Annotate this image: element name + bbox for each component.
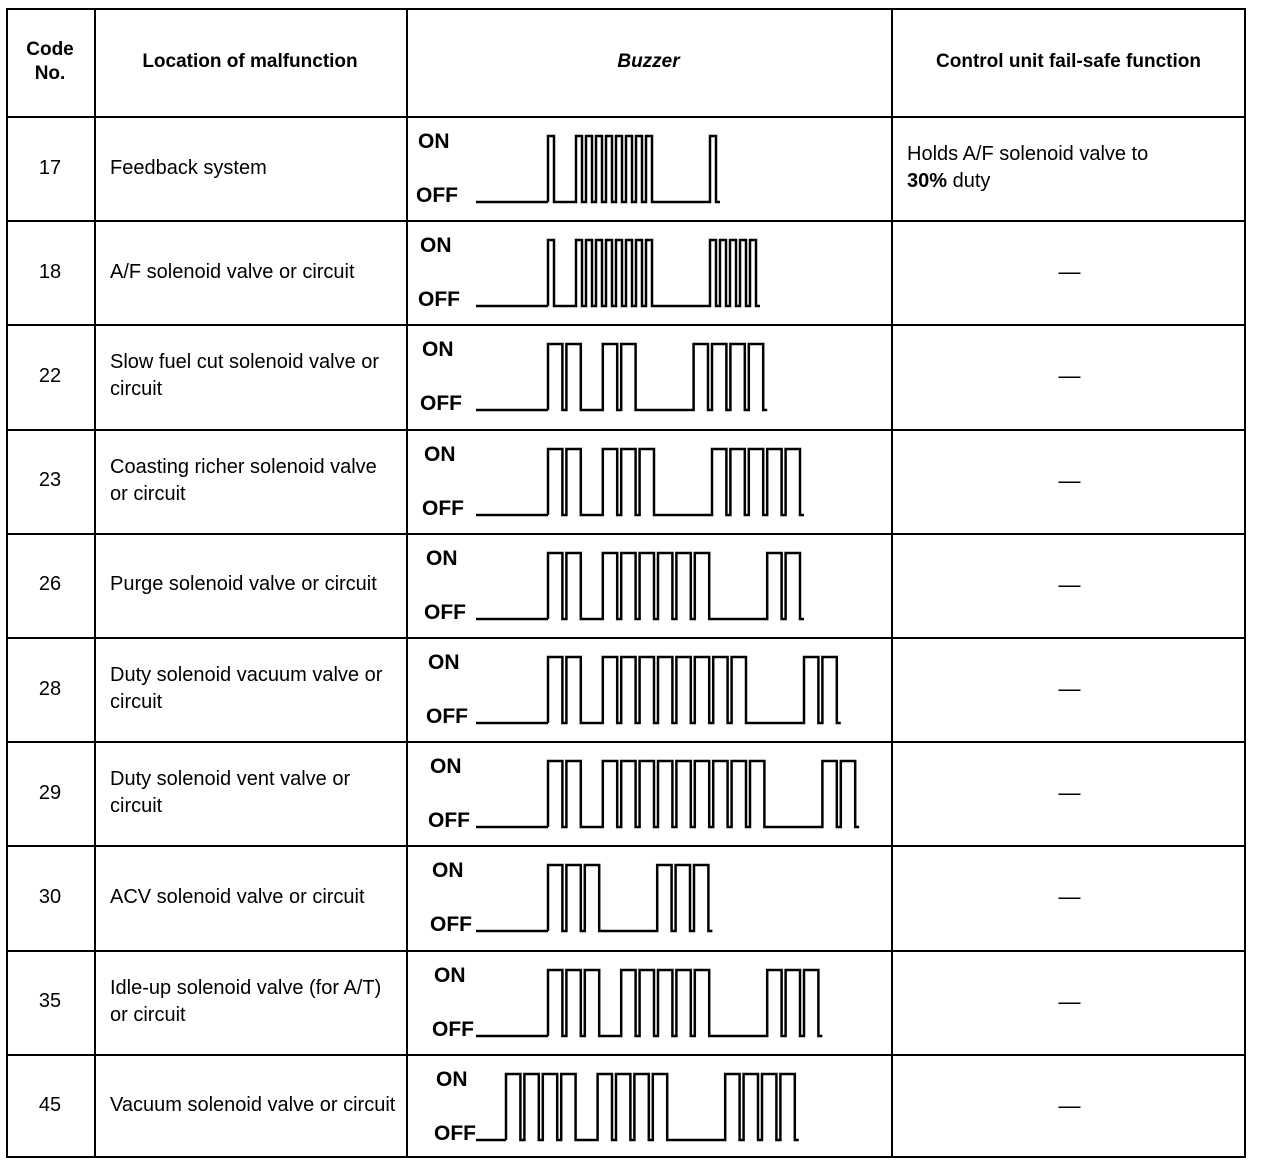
- failsafe-none: [893, 1054, 1246, 1158]
- malfunction-location: [96, 220, 396, 324]
- header-buzzer: [406, 8, 891, 116]
- buzzer-off-label: [434, 1122, 476, 1146]
- failsafe-none: [893, 741, 1246, 845]
- header-buzzer-label: Buzzer: [617, 51, 680, 72]
- code-number-text: 30: [38, 885, 62, 908]
- header-location-label: Location of malfunction: [142, 51, 358, 72]
- malfunction-location: [96, 324, 396, 428]
- failsafe-dash: —: [1058, 259, 1081, 285]
- failsafe-none: [893, 950, 1246, 1054]
- header-failsafe-label: Control unit fail-safe function: [936, 51, 1201, 72]
- header-code-label: Code No.: [26, 39, 74, 84]
- header-location: [94, 8, 406, 116]
- failsafe-description: [893, 116, 1233, 220]
- malfunction-location-text: A/F solenoid valve or circuit: [110, 260, 355, 283]
- malfunction-location: [96, 533, 396, 637]
- buzzer-on-label: [422, 338, 454, 362]
- failsafe-duty-value: 30%: [907, 170, 948, 193]
- buzzer-off-label: [428, 809, 470, 833]
- failsafe-dash: —: [1058, 363, 1081, 389]
- buzzer-off-text: OFF: [420, 392, 462, 416]
- waveform-pulses: [548, 970, 822, 1036]
- malfunction-location: [96, 116, 396, 220]
- code-number: [6, 1054, 94, 1158]
- buzzer-on-label: [434, 964, 466, 988]
- code-number-text: 17: [38, 156, 62, 179]
- malfunction-location-text: Coasting richer solenoid valve or circuit: [110, 455, 377, 505]
- buzzer-off-label: [422, 497, 464, 521]
- buzzer-off-text: OFF: [432, 1017, 474, 1041]
- buzzer-on-label: [418, 130, 450, 154]
- buzzer-on-text: ON: [422, 338, 454, 362]
- waveform-pulses: [548, 761, 859, 827]
- buzzer-off-label: [420, 392, 462, 416]
- buzzer-waveform: [476, 1054, 896, 1158]
- buzzer-off-text: OFF: [418, 288, 460, 312]
- failsafe-duty-suffix: duty: [947, 170, 991, 193]
- buzzer-on-label: [430, 755, 462, 779]
- buzzer-off-label: [416, 184, 458, 208]
- code-number-text: 45: [38, 1094, 62, 1117]
- buzzer-on-label: [420, 234, 452, 258]
- failsafe-none: [893, 220, 1246, 324]
- buzzer-on-label: [426, 547, 458, 571]
- malfunction-location-text: Idle-up solenoid valve (for A/T) or circuit: [110, 976, 382, 1026]
- failsafe-none: [893, 845, 1246, 949]
- code-number: [6, 116, 94, 220]
- buzzer-on-label: [424, 443, 456, 467]
- buzzer-off-text: OFF: [434, 1121, 476, 1145]
- buzzer-waveform: [476, 116, 896, 220]
- malfunction-location-text: Feedback system: [110, 156, 267, 179]
- malfunction-location-text: Purge solenoid valve or circuit: [110, 573, 377, 596]
- failsafe-text: [907, 141, 1148, 195]
- malfunction-location: [96, 950, 396, 1054]
- buzzer-on-text: ON: [426, 546, 458, 570]
- buzzer-on-text: ON: [428, 651, 460, 674]
- code-number: [6, 741, 94, 845]
- code-number-text: 22: [38, 364, 62, 387]
- failsafe-dash: —: [1058, 884, 1081, 910]
- buzzer-off-text: OFF: [422, 496, 464, 520]
- waveform-pulses: [548, 240, 760, 306]
- failsafe-text-main: Holds A/F solenoid valve to: [907, 143, 1149, 166]
- failsafe-none: [893, 533, 1246, 637]
- failsafe-dash: —: [1058, 571, 1081, 597]
- buzzer-waveform: [476, 220, 896, 324]
- buzzer-off-label: [426, 705, 468, 729]
- buzzer-off-text: OFF: [430, 913, 472, 937]
- malfunction-location: [96, 429, 396, 533]
- code-number-text: 18: [38, 260, 62, 283]
- buzzer-on-text: ON: [424, 442, 456, 466]
- column-divider: [406, 8, 408, 1158]
- buzzer-off-label: [418, 288, 460, 312]
- buzzer-on-label: [428, 651, 460, 675]
- malfunction-location-text: Slow fuel cut solenoid valve or circuit: [110, 351, 380, 401]
- buzzer-off-text: OFF: [426, 705, 468, 728]
- waveform-pulses: [548, 136, 720, 202]
- buzzer-on-text: ON: [420, 234, 452, 258]
- malfunction-location-text: Duty solenoid vacuum valve or circuit: [110, 664, 383, 714]
- code-number-text: 26: [38, 573, 62, 596]
- failsafe-dash: —: [1058, 988, 1081, 1014]
- malfunction-location: [96, 741, 396, 845]
- failsafe-none: [893, 637, 1246, 741]
- buzzer-waveform: [476, 429, 896, 533]
- buzzer-on-text: ON: [436, 1067, 468, 1091]
- code-number-text: 35: [38, 990, 62, 1013]
- buzzer-off-text: OFF: [428, 809, 470, 833]
- buzzer-on-text: ON: [434, 963, 466, 987]
- failsafe-none: [893, 324, 1246, 428]
- buzzer-on-text: ON: [418, 130, 450, 153]
- buzzer-on-text: ON: [430, 755, 462, 779]
- malfunction-location-text: Vacuum solenoid valve or circuit: [110, 1094, 396, 1117]
- failsafe-dash: —: [1058, 780, 1081, 806]
- buzzer-waveform: [476, 741, 896, 845]
- malfunction-location: [96, 845, 396, 949]
- buzzer-on-label: [432, 859, 464, 883]
- buzzer-waveform: [476, 637, 896, 741]
- buzzer-waveform: [476, 950, 896, 1054]
- buzzer-waveform: [476, 845, 896, 949]
- buzzer-off-label: [424, 601, 466, 625]
- code-number-text: 28: [38, 677, 62, 700]
- waveform-pulses: [548, 449, 804, 515]
- header-code-no: [6, 8, 94, 116]
- code-number: [6, 533, 94, 637]
- code-number-text: 29: [38, 781, 62, 804]
- buzzer-waveform: [476, 324, 896, 428]
- waveform-pulses: [548, 553, 804, 619]
- failsafe-dash: —: [1058, 467, 1081, 493]
- failsafe-dash: —: [1058, 676, 1081, 702]
- code-number: [6, 637, 94, 741]
- code-number: [6, 324, 94, 428]
- buzzer-off-label: [430, 913, 472, 937]
- buzzer-on-label: [436, 1068, 468, 1092]
- malfunction-location: [96, 1054, 396, 1158]
- code-number: [6, 220, 94, 324]
- code-number: [6, 950, 94, 1054]
- buzzer-on-text: ON: [432, 859, 464, 883]
- failsafe-dash: —: [1058, 1092, 1081, 1118]
- waveform-pulses: [506, 1074, 799, 1140]
- buzzer-off-label: [432, 1018, 474, 1042]
- malfunction-location-text: ACV solenoid valve or circuit: [110, 885, 365, 908]
- malfunction-code-table: [6, 8, 1246, 1158]
- header-failsafe: [891, 8, 1246, 116]
- buzzer-waveform: [476, 533, 896, 637]
- code-number-text: 23: [38, 469, 62, 492]
- waveform-pulses: [548, 657, 841, 723]
- waveform-pulses: [548, 344, 767, 410]
- buzzer-off-text: OFF: [424, 600, 466, 624]
- code-number: [6, 429, 94, 533]
- waveform-pulses: [548, 865, 712, 931]
- buzzer-off-text: OFF: [416, 184, 458, 207]
- malfunction-location: [96, 637, 396, 741]
- code-number: [6, 845, 94, 949]
- failsafe-none: [893, 429, 1246, 533]
- malfunction-location-text: Duty solenoid vent valve or circuit: [110, 768, 351, 818]
